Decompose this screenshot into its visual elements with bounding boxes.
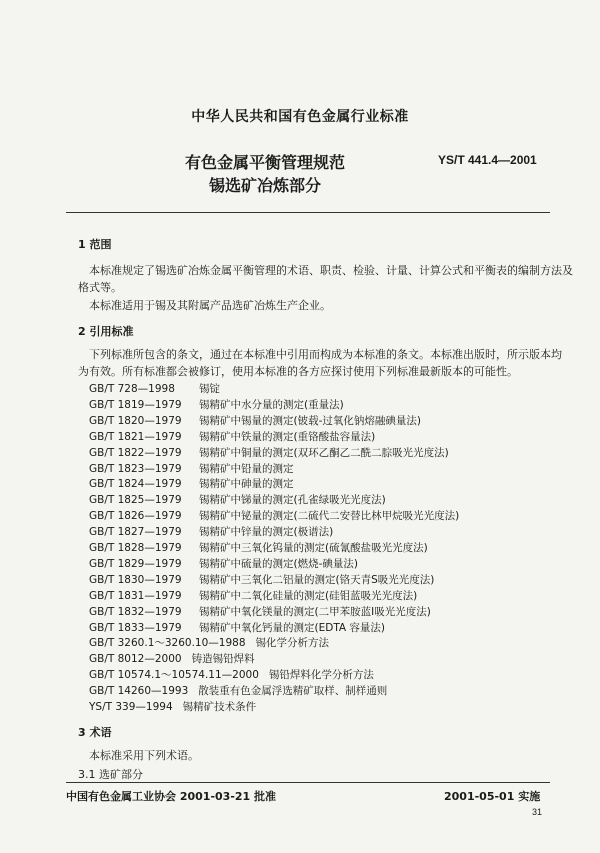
reference-title: 锡精矿技术条件: [182, 701, 257, 713]
reference-code: GB/T 1820—1979: [89, 414, 182, 427]
reference-item: [89, 699, 256, 714]
section-3-para: 本标准采用下列术语。: [89, 749, 199, 762]
document-subtitle: 锡选矿冶炼部分: [208, 176, 321, 195]
industry-standard-header: 中华人民共和国有色金属行业标准: [191, 109, 409, 125]
reference-code: GB/T 1828—1979: [89, 542, 182, 554]
section-2-heading: 2 引用标准: [78, 325, 134, 338]
reference-title: 锡精矿中铋量的测定(二硫代二安替比林甲烷吸光光度法): [199, 510, 460, 523]
section-1-para-2: 本标准适用于锡及其附属产品选矿冶炼生产企业。: [89, 299, 331, 312]
reference-item: [89, 572, 434, 587]
reference-code: GB/T 728—1998: [89, 383, 175, 395]
reference-code: GB/T 1819—1979: [89, 398, 182, 411]
reference-title: 锡精矿中锑量的测定(孔雀绿吸光光度法): [199, 494, 386, 507]
reference-code: GB/T 1831—1979: [89, 589, 182, 602]
reference-title: 锡精矿中砷量的测定: [199, 478, 294, 491]
reference-code: GB/T 1825—1979: [89, 494, 182, 507]
reference-code: GB/T 1824—1979: [89, 478, 182, 491]
reference-item: [89, 683, 387, 698]
reference-item: [89, 476, 294, 491]
reference-item: [89, 588, 417, 603]
reference-item: [89, 540, 428, 555]
reference-item: [89, 461, 294, 476]
reference-item: [89, 508, 459, 523]
reference-code: GB/T 1827—1979: [89, 526, 182, 539]
reference-item: [89, 492, 386, 507]
reference-code: GB/T 1833—1979: [89, 621, 182, 634]
subsection-3-1: 3.1 选矿部分: [78, 768, 143, 781]
reference-title: 铸造锡铅焊料: [191, 653, 255, 666]
approval-note: 中国有色金属工业协会 2001-03-21 批准: [66, 790, 277, 803]
reference-title: 散装重有色金属浮选精矿取样、制样通则: [198, 685, 388, 698]
reference-code: GB/T 1823—1979: [89, 462, 182, 475]
reference-title: 锡精矿中铁量的测定(重铬酸盐容量法): [199, 430, 376, 443]
reference-title: 锡化学分析方法: [255, 637, 330, 650]
reference-title: 锡精矿中硫量的测定(燃烧-碘量法): [199, 557, 358, 570]
reference-item: [89, 429, 375, 444]
reference-code: GB/T 1821—1979: [89, 430, 182, 443]
reference-code: GB/T 1826—1979: [89, 510, 182, 523]
reference-item: [89, 381, 220, 396]
reference-code: GB/T 14260—1993: [89, 685, 189, 698]
reference-title: 锡锭: [199, 383, 220, 395]
reference-item: [89, 556, 358, 571]
standard-number: YS/T 441.4—2001: [438, 153, 537, 167]
section-1-heading: 1 范围: [78, 238, 112, 251]
section-2-intro-cont: 为有效。所有标准都会被修订，使用本标准的各方应探讨使用下列标准最新版本的可能性。: [78, 365, 518, 378]
section-2-intro: 下列标准所包含的条文，通过在本标准中引用而构成为本标准的条文。本标准出版时，所示版本均: [89, 348, 562, 361]
reference-title: 锡精矿中锡量的测定(铍载-过氧化钠熔融碘量法): [199, 414, 421, 427]
section-1-para-1: 本标准规定了锡选矿冶炼金属平衡管理的术语、职责、检验、计量、计算公式和平衡表的编制方法及: [89, 264, 573, 277]
section-1-para-1-cont: 格式等。: [78, 281, 122, 294]
reference-title: 锡铅焊料化学分析方法: [268, 669, 374, 682]
section-3-heading: 3 术语: [78, 726, 112, 739]
reference-code: YS/T 339—1994: [89, 701, 173, 713]
document-title: 有色金属平衡管理规范: [184, 153, 345, 172]
reference-item: [89, 620, 385, 635]
reference-title: 锡精矿中水分量的测定(重量法): [199, 398, 344, 411]
reference-title: 锡精矿中氧化钙量的测定(EDTA 容量法): [199, 621, 386, 634]
reference-title: 锡精矿中铅量的测定: [199, 462, 294, 475]
reference-title: 锡精矿中铜量的测定(双环乙酮乙二酰二腙吸光光度法): [199, 446, 449, 459]
reference-code: GB/T 3260.1～3260.10—1988: [89, 637, 246, 650]
reference-code: GB/T 8012—2000: [89, 653, 182, 666]
reference-title: 锡精矿中氧化镁量的测定(二甲苯胺蓝Ⅰ吸光光度法): [199, 605, 431, 618]
reference-item: [89, 635, 329, 650]
reference-item: [89, 397, 344, 412]
reference-title: 锡精矿中三氧化二铝量的测定(铬天青S吸光光度法): [199, 573, 435, 586]
reference-code: GB/T 1830—1979: [89, 573, 182, 586]
page-number: 31: [532, 807, 543, 817]
reference-code: GB/T 1829—1979: [89, 557, 182, 570]
reference-title: 锡精矿中二氧化硅量的测定(硅钼蓝吸光光度法): [199, 589, 418, 602]
reference-code: GB/T 1832—1979: [89, 605, 182, 618]
reference-item: [89, 667, 374, 682]
reference-item: [89, 413, 421, 428]
header-rule: [66, 212, 550, 213]
reference-title: 锡精矿中三氧化钨量的测定(硫氰酸盐吸光光度法): [199, 542, 428, 554]
implementation-note: 2001-05-01 实施: [444, 790, 541, 803]
reference-code: GB/T 1822—1979: [89, 446, 182, 459]
reference-item: [89, 524, 333, 539]
reference-item: [89, 604, 431, 619]
footer-rule: [66, 782, 550, 783]
reference-item: [89, 651, 255, 666]
reference-item: [89, 445, 449, 460]
reference-title: 锡精矿中锌量的测定(极谱法): [199, 526, 334, 539]
reference-code: GB/T 10574.1～10574.11—2000: [89, 669, 259, 682]
